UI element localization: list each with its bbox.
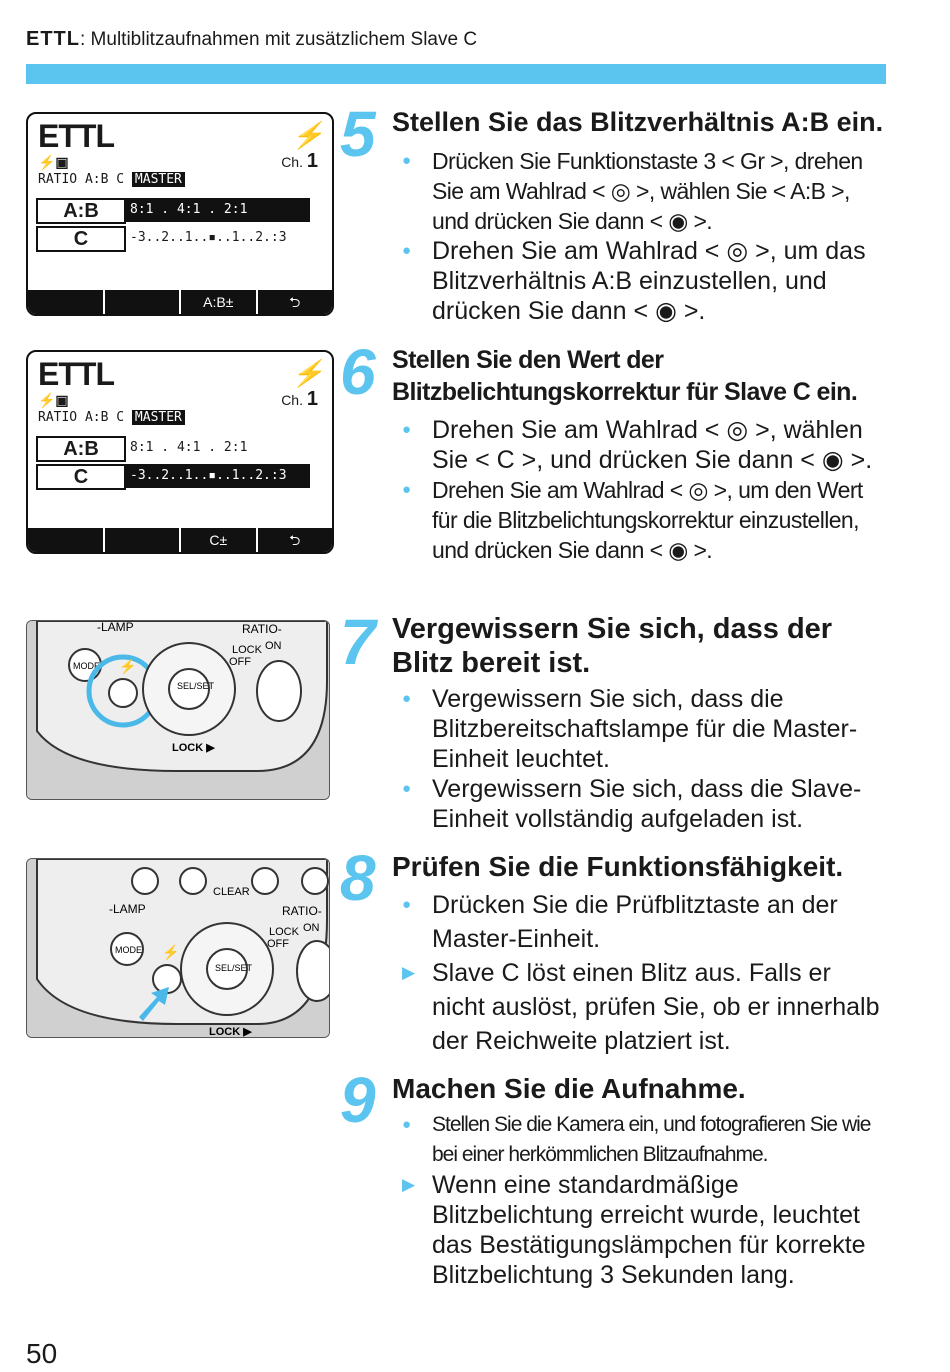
step-7-bullets [398, 684, 888, 834]
softkey-3: C± [181, 528, 258, 552]
svg-text:LOCK: LOCK [232, 644, 262, 656]
flash-icon: ⚡ [291, 358, 324, 388]
lcd-row-ab-label: A:B [36, 198, 126, 224]
flash-icon: ⚡ [291, 120, 324, 150]
softkey-2 [105, 528, 182, 552]
svg-text:SEL/SET: SEL/SET [215, 963, 253, 973]
step-5-title: Stellen Sie das Blitzverhältnis A:B ein. [392, 107, 884, 137]
lcd-row-ab-value: 8:1 . 4:1 . 2:1 [130, 440, 248, 455]
header-title: : Multiblitzaufnahmen mit zusätzlichem Slave C [80, 29, 478, 50]
lcd-row-c-label: C [36, 464, 126, 490]
lcd-row-ab-value: 8:1 . 4:1 . 2:1 [126, 198, 310, 222]
step-8-bullet-2: ▶ Slave C löst einen Blitz aus. Falls er nicht auslöst, prüfen Sie, ob er innerhalb der Reichweite platziert ist. [398, 956, 888, 1058]
header-bar [26, 64, 886, 84]
svg-text:MODE: MODE [115, 945, 142, 955]
wireless-icon: ⚡▣ [38, 392, 69, 408]
svg-text:SEL/SET: SEL/SET [177, 681, 215, 691]
step-9-bullet-2: ▶ Wenn eine standardmäßige Blitzbelichtung erreicht wurde, leuchtet das Bestätigungslämpchen für korrekte Blitzbelichtung 3 Sekunden lang. [398, 1170, 888, 1290]
step-6-bullet-1: ● Drehen Sie am Wahlrad < ◎ >, wählen Sie < C >, und drücken Sie dann < ◉ >. [398, 415, 888, 475]
flash-unit-drawing [27, 859, 329, 1037]
lcd-channel: Ch. 1 [281, 388, 318, 410]
svg-text:RATIO-: RATIO- [242, 622, 282, 636]
lcd-row-c-value: -3..2..1..▪..1..2.:3 [130, 230, 287, 245]
lcd-screen-slave-c [26, 350, 334, 554]
step-number-9: 9 [340, 1064, 376, 1136]
step-number-5: 5 [340, 98, 376, 170]
svg-text:CLEAR: CLEAR [213, 886, 250, 898]
step-6-bullets [398, 415, 888, 565]
page-header [26, 28, 477, 51]
step-8-title: Prüfen Sie die Funktionsfähigkeit. [392, 851, 844, 882]
softkey-2 [105, 290, 182, 314]
lcd-row-ab-label: A:B [36, 436, 126, 462]
softkey-1 [28, 528, 105, 552]
lcd-channel: Ch. 1 [281, 150, 318, 172]
lcd-screen-ratio-ab [26, 112, 334, 316]
lcd-softkeys [28, 528, 332, 552]
step-7-title: Vergewissern Sie sich, dass der Blitz bereit ist. [392, 613, 833, 679]
svg-text:RATIO-: RATIO- [282, 904, 322, 918]
flash-unit-illustration-test-button [26, 858, 330, 1038]
wireless-icon: ⚡▣ [38, 154, 69, 170]
step-number-8: 8 [340, 842, 376, 914]
softkey-3: A:B± [181, 290, 258, 314]
step-5-bullets [398, 146, 888, 326]
flash-unit-drawing [27, 621, 329, 799]
step-number-7: 7 [340, 606, 376, 678]
step-number-6: 6 [340, 336, 376, 408]
step-5-bullet-2: ● Drehen Sie am Wahlrad < ◎ >, um das Blitzverhältnis A:B einzustellen, und drücken Sie dann < ◉ >. [398, 236, 888, 326]
flash-unit-illustration-ready-lamp [26, 620, 330, 800]
svg-text:-LAMP: -LAMP [97, 621, 134, 634]
svg-text:⚡: ⚡ [162, 944, 180, 960]
page-number: 50 [26, 1338, 58, 1369]
svg-text:ON: ON [303, 922, 320, 934]
softkey-4: ⮌ [289, 294, 301, 310]
step-7-bullet-1: ● Vergewissern Sie sich, dass die Blitzbereitschaftslampe für die Master-Einheit leuchtet. [398, 684, 888, 774]
svg-text:LOCK: LOCK [269, 926, 299, 938]
svg-text:⚡: ⚡ [119, 658, 137, 674]
svg-text:MODE: MODE [73, 661, 100, 671]
lcd-ratio-line: RATIO A:B C MASTER [38, 410, 185, 425]
lcd-row-c-value: -3..2..1..▪..1..2.:3 [126, 464, 310, 488]
step-9-bullet-1: ● Stellen Sie die Kamera ein, und fotografieren Sie wie bei einer herkömmlichen Blitzaufnahme. [398, 1110, 888, 1170]
svg-text:OFF: OFF [229, 656, 251, 668]
header-mode: ETTL [26, 28, 80, 50]
svg-text:ON: ON [265, 640, 282, 652]
step-5-bullet-1: ● Drücken Sie Funktionstaste 3 < Gr >, drehen Sie am Wahlrad < ◎ >, wählen Sie < A:B >, und drücken Sie dann < ◉ >. [398, 146, 888, 236]
lcd-mode: ETTL [38, 118, 114, 154]
step-9-bullets [398, 1110, 888, 1290]
svg-text:LOCK ▶: LOCK ▶ [209, 1026, 252, 1037]
lcd-mode: ETTL [38, 356, 114, 392]
lcd-row-c-label: C [36, 226, 126, 252]
step-7-bullet-2: ● Vergewissern Sie sich, dass die Slave-Einheit vollständig aufgeladen ist. [398, 774, 888, 834]
step-8-bullet-1: ● Drücken Sie die Prüfblitztaste an der Master-Einheit. [398, 888, 888, 956]
lcd-softkeys [28, 290, 332, 314]
softkey-1 [28, 290, 105, 314]
step-9-title: Machen Sie die Aufnahme. [392, 1073, 746, 1104]
svg-text:LOCK ▶: LOCK ▶ [172, 742, 215, 754]
step-6-title: Stellen Sie den Wert der Blitzbelichtungskorrektur für Slave C ein. [392, 346, 858, 406]
step-8-bullets [398, 888, 888, 1058]
step-6-bullet-2: ● Drehen Sie am Wahlrad < ◎ >, um den Wert für die Blitzbelichtungskorrektur einzustellen, und drücken Sie dann < ◉ >. [398, 475, 888, 565]
lcd-ratio-line: RATIO A:B C MASTER [38, 172, 185, 187]
svg-text:-LAMP: -LAMP [109, 902, 146, 916]
softkey-4: ⮌ [289, 532, 301, 548]
svg-text:OFF: OFF [267, 938, 289, 950]
